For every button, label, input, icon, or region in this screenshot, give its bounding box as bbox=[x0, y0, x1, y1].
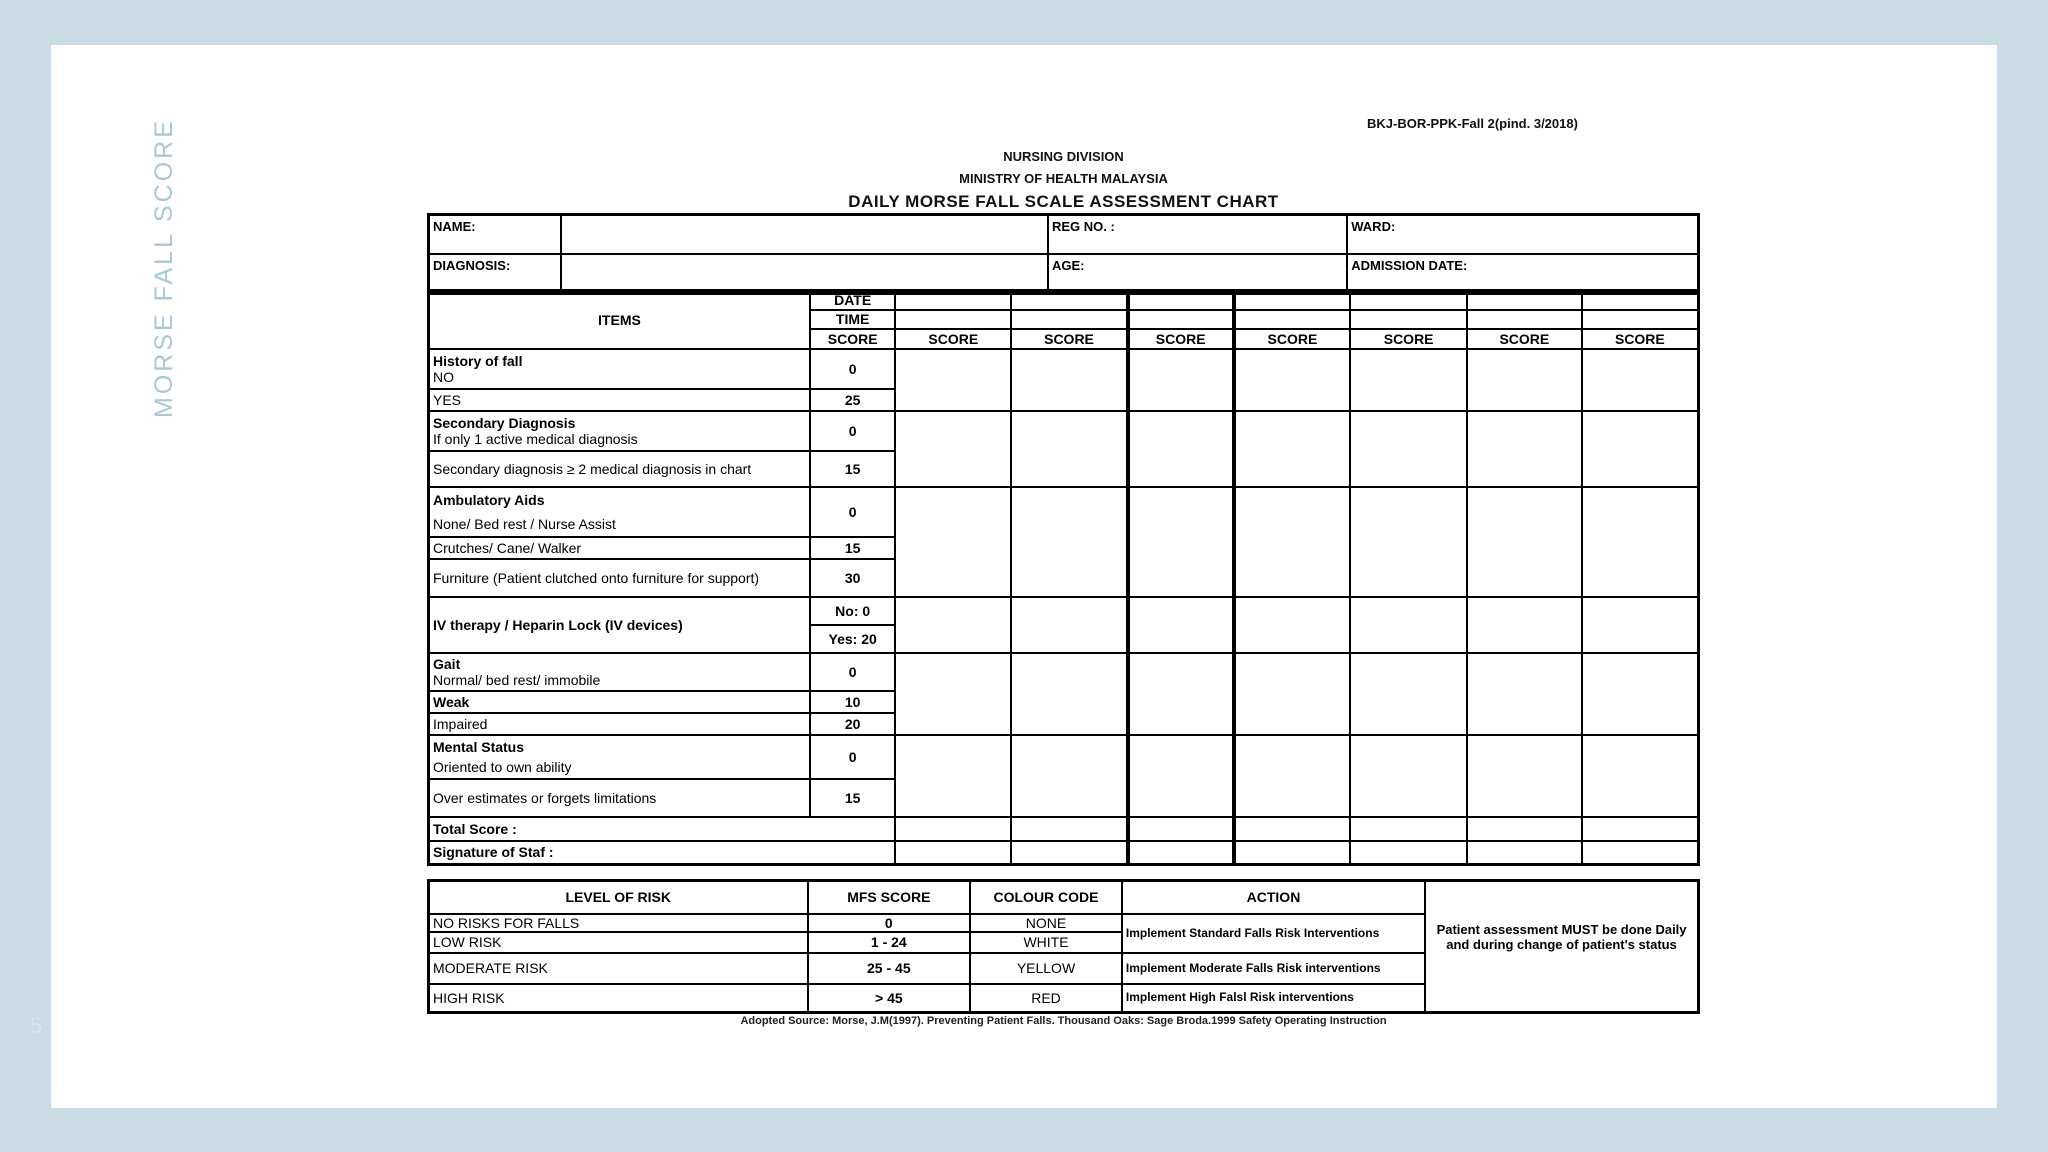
total-score-cell[interactable] bbox=[895, 817, 1011, 841]
mfs-score-moderate: 25 - 45 bbox=[808, 953, 971, 984]
score-column-header: SCORE bbox=[1467, 329, 1582, 349]
colour-code-low: WHITE bbox=[970, 932, 1122, 953]
score-cell[interactable] bbox=[895, 349, 1011, 411]
time-cell[interactable] bbox=[1011, 310, 1128, 329]
diagnosis-label: DIAGNOSIS: bbox=[429, 254, 562, 294]
total-score-cell[interactable] bbox=[1582, 817, 1699, 841]
document-code: BKJ-BOR-PPK-Fall 2(pind. 3/2018) bbox=[1367, 116, 1578, 131]
history-of-fall-item bbox=[429, 349, 810, 389]
ambulatory-aids-title: Ambulatory Aids bbox=[433, 491, 545, 508]
score-cell[interactable] bbox=[1128, 735, 1234, 817]
total-score-cell[interactable] bbox=[1128, 817, 1234, 841]
score-cell[interactable] bbox=[1467, 735, 1582, 817]
secondary-diagnosis-title: Secondary Diagnosis bbox=[433, 414, 576, 431]
score-cell[interactable] bbox=[1234, 735, 1351, 817]
name-field[interactable] bbox=[561, 215, 1048, 255]
history-yes-score: 25 bbox=[810, 389, 896, 411]
secondary-diagnosis-opt1-score: 0 bbox=[810, 411, 896, 451]
ward-label: WARD: bbox=[1347, 215, 1698, 255]
gait-opt3: Impaired bbox=[429, 713, 810, 735]
assessment-table bbox=[427, 289, 1700, 866]
history-of-fall-no: NO bbox=[433, 368, 454, 385]
slide-number: 5 bbox=[30, 1013, 43, 1038]
diagnosis-field[interactable] bbox=[561, 254, 1048, 294]
mental-status-opt1-score: 0 bbox=[810, 735, 896, 779]
total-score-cell[interactable] bbox=[1234, 817, 1351, 841]
side-title: MORSE FALL SCORE bbox=[150, 118, 178, 418]
total-score-label: Total Score : bbox=[429, 817, 896, 841]
date-cell[interactable] bbox=[1011, 291, 1128, 310]
score-column-header: SCORE bbox=[1128, 329, 1234, 349]
score-cell[interactable] bbox=[1467, 597, 1582, 653]
signature-cell[interactable] bbox=[1128, 841, 1234, 865]
time-cell[interactable] bbox=[1350, 310, 1467, 329]
score-cell[interactable] bbox=[1582, 735, 1699, 817]
score-cell[interactable] bbox=[1582, 349, 1699, 411]
colour-code-high: RED bbox=[970, 984, 1122, 1013]
score-cell[interactable] bbox=[1234, 653, 1351, 735]
signature-cell[interactable] bbox=[1582, 841, 1699, 865]
division-heading: NURSING DIVISION bbox=[1003, 149, 1124, 164]
ambulatory-aids-opt1: None/ Bed rest / Nurse Assist bbox=[433, 515, 616, 532]
age-label: AGE: bbox=[1048, 254, 1347, 294]
ambulatory-aids-opt1-score: 0 bbox=[810, 487, 896, 537]
score-cell[interactable] bbox=[1234, 349, 1351, 411]
score-cell[interactable] bbox=[1350, 735, 1467, 817]
signature-cell[interactable] bbox=[1011, 841, 1128, 865]
time-cell[interactable] bbox=[1582, 310, 1699, 329]
score-cell[interactable] bbox=[1011, 411, 1128, 487]
score-cell[interactable] bbox=[1011, 487, 1128, 597]
date-cell[interactable] bbox=[1467, 291, 1582, 310]
mental-status-opt1: Oriented to own ability bbox=[433, 758, 572, 775]
total-score-cell[interactable] bbox=[1011, 817, 1128, 841]
score-column-header: SCORE bbox=[1011, 329, 1128, 349]
gait-opt2: Weak bbox=[429, 691, 810, 713]
score-cell[interactable] bbox=[1467, 653, 1582, 735]
score-cell[interactable] bbox=[1011, 653, 1128, 735]
signature-cell[interactable] bbox=[1467, 841, 1582, 865]
score-column-header: SCORE bbox=[1350, 329, 1467, 349]
assessment-note: Patient assessment MUST be done Daily and during change of patient's status bbox=[1425, 881, 1698, 1013]
items-header: ITEMS bbox=[429, 291, 810, 349]
source-footnote: Adopted Source: Morse, J.M(1997). Preventing Patient Falls. Thousand Oaks: Sage Broda.1999 Safety Operating Instruction bbox=[740, 1015, 1387, 1027]
iv-therapy-no: No: 0 bbox=[810, 597, 896, 625]
ambulatory-aids-opt3-score: 30 bbox=[810, 559, 896, 597]
score-cell[interactable] bbox=[1350, 487, 1467, 597]
reg-no-label: REG NO. : bbox=[1048, 215, 1347, 255]
date-header: DATE bbox=[810, 291, 896, 310]
patient-info-table bbox=[427, 213, 1700, 295]
signature-cell[interactable] bbox=[1350, 841, 1467, 865]
date-cell[interactable] bbox=[1234, 291, 1351, 310]
total-score-cell[interactable] bbox=[1467, 817, 1582, 841]
gait-item bbox=[429, 653, 810, 691]
action-header: ACTION bbox=[1122, 881, 1425, 914]
gait-opt2-score: 10 bbox=[810, 691, 896, 713]
score-cell[interactable] bbox=[895, 653, 1011, 735]
time-header: TIME bbox=[810, 310, 896, 329]
score-cell[interactable] bbox=[1128, 411, 1234, 487]
secondary-diagnosis-opt2-score: 15 bbox=[810, 451, 896, 487]
colour-code-header: COLOUR CODE bbox=[970, 881, 1122, 914]
mental-status-item bbox=[429, 735, 810, 779]
score-cell[interactable] bbox=[1582, 597, 1699, 653]
admission-date-label: ADMISSION DATE: bbox=[1347, 254, 1698, 294]
ministry-heading: MINISTRY OF HEALTH MALAYSIA bbox=[959, 171, 1168, 186]
score-column-header: SCORE bbox=[895, 329, 1011, 349]
mental-status-title: Mental Status bbox=[433, 738, 525, 755]
action-moderate: Implement Moderate Falls Risk interventions bbox=[1122, 953, 1425, 984]
score-cell[interactable] bbox=[1234, 487, 1351, 597]
date-cell[interactable] bbox=[1350, 291, 1467, 310]
action-standard: Implement Standard Falls Risk Interventions bbox=[1122, 914, 1425, 953]
iv-therapy-title: IV therapy / Heparin Lock (IV devices) bbox=[429, 597, 810, 653]
risk-level-moderate: MODERATE RISK bbox=[429, 953, 808, 984]
history-of-fall-title: History of fall bbox=[433, 352, 523, 369]
signature-cell[interactable] bbox=[895, 841, 1011, 865]
gait-opt3-score: 20 bbox=[810, 713, 896, 735]
score-cell[interactable] bbox=[1350, 411, 1467, 487]
score-cell[interactable] bbox=[895, 411, 1011, 487]
score-cell[interactable] bbox=[895, 735, 1011, 817]
score-header: SCORE bbox=[810, 329, 896, 349]
score-cell[interactable] bbox=[1350, 349, 1467, 411]
risk-level-table bbox=[427, 879, 1700, 1014]
risk-level-low: LOW RISK bbox=[429, 932, 808, 953]
score-cell[interactable] bbox=[1350, 653, 1467, 735]
score-cell[interactable] bbox=[1467, 487, 1582, 597]
score-column-header: SCORE bbox=[1234, 329, 1351, 349]
score-cell[interactable] bbox=[1128, 487, 1234, 597]
score-cell[interactable] bbox=[1128, 349, 1234, 411]
score-cell[interactable] bbox=[1011, 349, 1128, 411]
time-cell[interactable] bbox=[895, 310, 1011, 329]
action-high: Implement High Falsl Risk interventions bbox=[1122, 984, 1425, 1013]
date-cell[interactable] bbox=[895, 291, 1011, 310]
score-cell[interactable] bbox=[1467, 349, 1582, 411]
score-cell[interactable] bbox=[1128, 653, 1234, 735]
mental-status-opt2-score: 15 bbox=[810, 779, 896, 817]
mfs-score-none: 0 bbox=[808, 914, 971, 932]
level-of-risk-header: LEVEL OF RISK bbox=[429, 881, 808, 914]
mental-status-opt2: Over estimates or forgets limitations bbox=[429, 779, 810, 817]
score-cell[interactable] bbox=[895, 597, 1011, 653]
time-cell[interactable] bbox=[1128, 310, 1234, 329]
mfs-score-low: 1 - 24 bbox=[808, 932, 971, 953]
gait-opt1-score: 0 bbox=[810, 653, 896, 691]
score-cell[interactable] bbox=[1582, 487, 1699, 597]
score-cell[interactable] bbox=[1011, 597, 1128, 653]
chart-title: DAILY MORSE FALL SCALE ASSESSMENT CHART bbox=[848, 192, 1279, 211]
score-cell[interactable] bbox=[1234, 411, 1351, 487]
signature-cell[interactable] bbox=[1234, 841, 1351, 865]
time-cell[interactable] bbox=[1234, 310, 1351, 329]
score-column-header: SCORE bbox=[1582, 329, 1699, 349]
mfs-score-header: MFS SCORE bbox=[808, 881, 971, 914]
ambulatory-aids-opt2-score: 15 bbox=[810, 537, 896, 559]
score-cell[interactable] bbox=[1128, 597, 1234, 653]
score-cell[interactable] bbox=[1582, 411, 1699, 487]
mfs-score-high: > 45 bbox=[808, 984, 971, 1013]
risk-level-none: NO RISKS FOR FALLS bbox=[429, 914, 808, 932]
time-cell[interactable] bbox=[1467, 310, 1582, 329]
score-cell[interactable] bbox=[1582, 653, 1699, 735]
score-cell[interactable] bbox=[1011, 735, 1128, 817]
iv-therapy-yes: Yes: 20 bbox=[810, 625, 896, 653]
colour-code-none: NONE bbox=[970, 914, 1122, 932]
total-score-cell[interactable] bbox=[1350, 817, 1467, 841]
score-cell[interactable] bbox=[1234, 597, 1351, 653]
date-cell[interactable] bbox=[1128, 291, 1234, 310]
signature-label: Signature of Staf : bbox=[429, 841, 896, 865]
ambulatory-aids-opt2: Crutches/ Cane/ Walker bbox=[429, 537, 810, 559]
ambulatory-aids-opt3: Furniture (Patient clutched onto furniture for support) bbox=[429, 559, 810, 597]
colour-code-moderate: YELLOW bbox=[970, 953, 1122, 984]
score-cell[interactable] bbox=[1350, 597, 1467, 653]
secondary-diagnosis-opt1: If only 1 active medical diagnosis bbox=[433, 430, 638, 447]
name-label: NAME: bbox=[429, 215, 562, 255]
gait-title: Gait bbox=[433, 655, 461, 672]
risk-level-high: HIGH RISK bbox=[429, 984, 808, 1013]
date-cell[interactable] bbox=[1582, 291, 1699, 310]
secondary-diagnosis-item bbox=[429, 411, 810, 451]
secondary-diagnosis-opt2: Secondary diagnosis ≥ 2 medical diagnosis in chart bbox=[429, 451, 810, 487]
history-no-score: 0 bbox=[810, 349, 896, 389]
score-cell[interactable] bbox=[895, 487, 1011, 597]
ambulatory-aids-item bbox=[429, 487, 810, 537]
score-cell[interactable] bbox=[1467, 411, 1582, 487]
history-of-fall-yes: YES bbox=[429, 389, 810, 411]
gait-opt1: Normal/ bed rest/ immobile bbox=[433, 671, 601, 688]
